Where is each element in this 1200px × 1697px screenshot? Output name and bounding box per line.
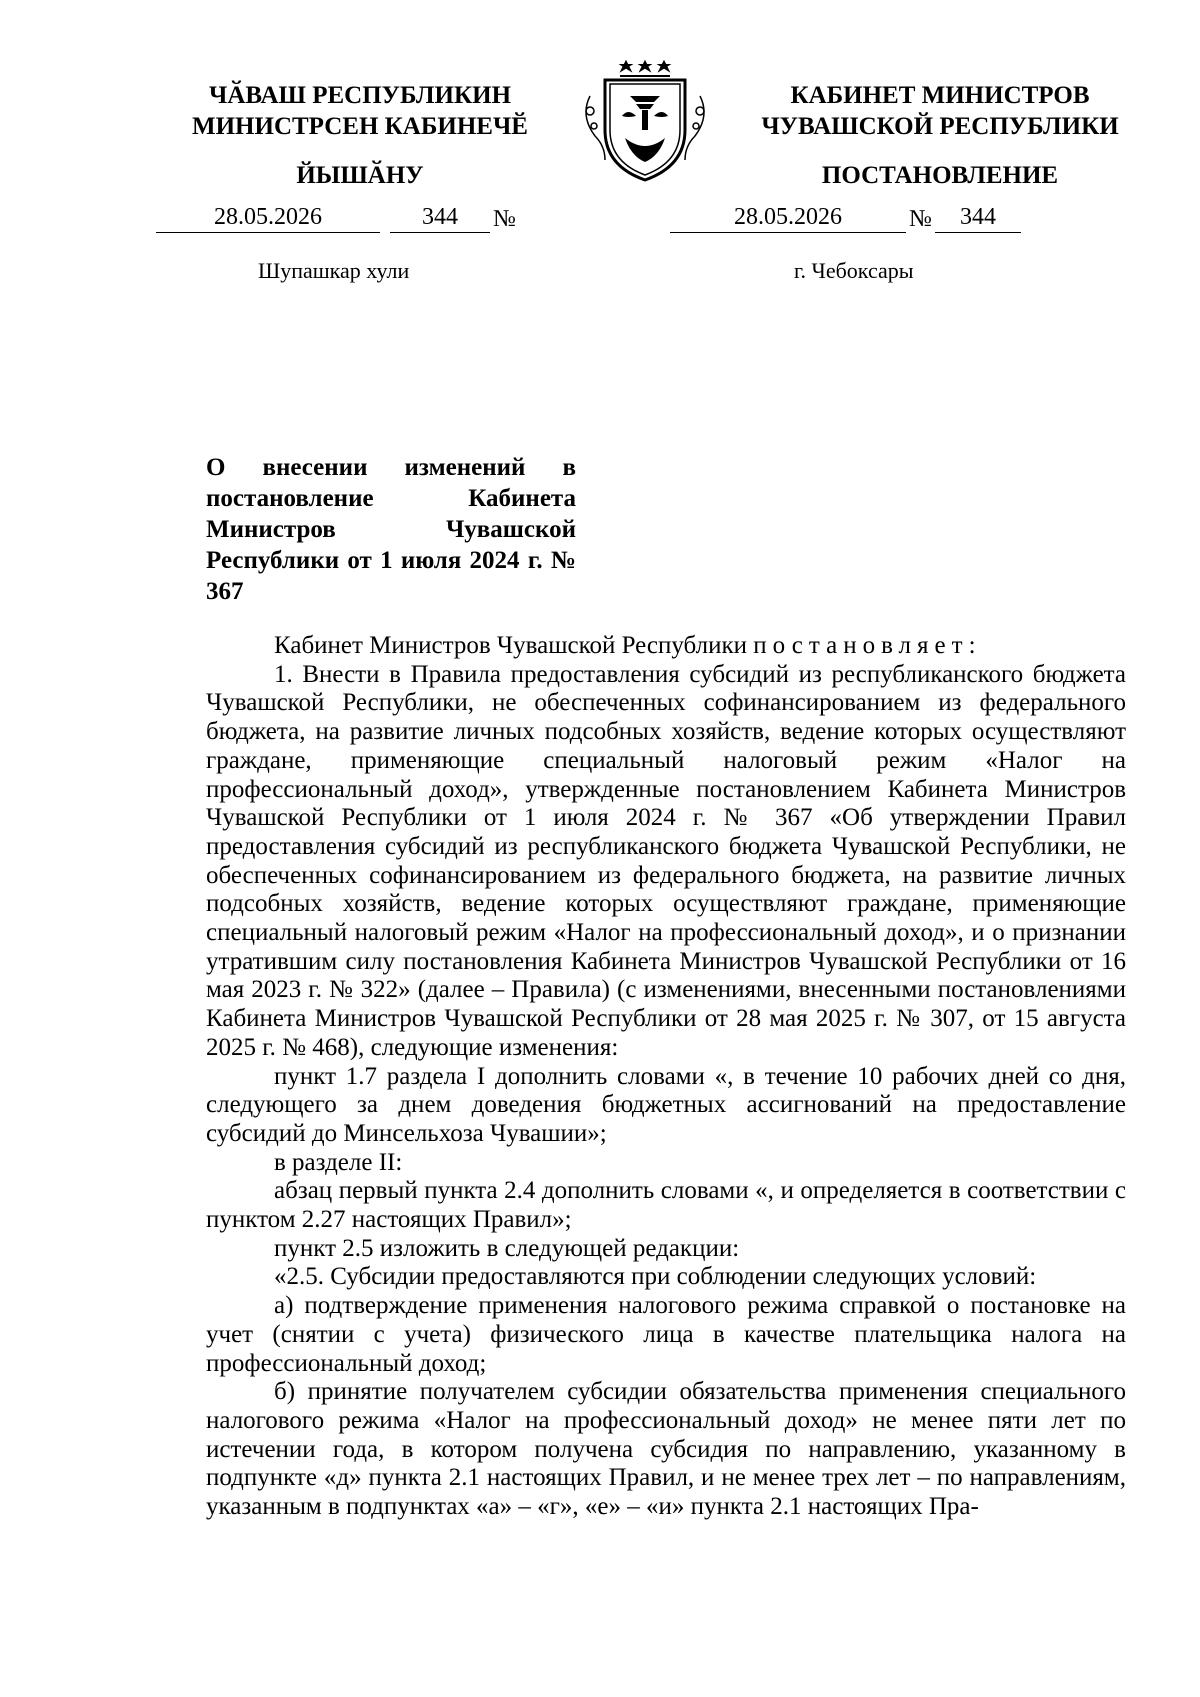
document-subject: О внесении изменений в постановление Кабинета Министров Чувашской Республики от 1 июля 2024 г. № 367 [206, 454, 576, 605]
header-left-line2: МИНИСТРСЕН КАБИНЕЧӖ [192, 113, 528, 140]
header-right-line2: ЧУВАШСКОЙ РЕСПУБЛИКИ [761, 113, 1119, 140]
intro-verb: постановляет [753, 632, 969, 659]
header-right-number-sign: № [909, 206, 932, 232]
header-left-line1: ЧӐВАШ РЕСПУБЛИКИН [208, 82, 512, 109]
document-body [206, 632, 1126, 1522]
intro-lead: Кабинет Министров Чувашской Республики [274, 632, 754, 659]
header-left-number-sign: № [493, 206, 516, 232]
header-right-doc-type: ПОСТАНОВЛЕНИЕ [821, 162, 1059, 189]
body-paragraph: а) подтверждение применения налогового режима справкой о постановке на учет (снятии с учета) физического лица в качестве плательщика налога на профессиональный доход; [206, 1292, 1126, 1377]
header-left-number: 344 [390, 204, 490, 233]
body-paragraph: 1. Внести в Правила предоставления субсидий из республиканского бюджета Чувашской Республики, не обеспеченных софинансированием из федерального бюджета, на развитие личных подсобных хозяйств, ведение которых осуществляют граждане, применяющие специальный налоговый режим «Налог на профессиональный доход», утвержденные постановлением Кабинета Министров Чувашской Республики от 1 июля 2024 г. № 367 «Об утверждении Правил предоставления субсидий из республиканского бюджета Чувашской Республики, не обеспеченных софинансированием из федерального бюджета, на развитие личных подсобных хозяйств, ведение которых осуществляют граждане, применяющие специальный налоговый режим «Налог на профессиональный доход», и о признании утратившим силу постановления Кабинета Министров Чувашской Республики от 16 мая 2023 г. № 322» (далее – Правила) (с изменениями, внесенными постановлениями Кабинета Министров Чувашской Республики от 28 мая 2025 г. № 307, от 15 августа 2025 г. № 468), следующие изменения: [206, 660, 1126, 1061]
header-right-date: 28.05.2026 [670, 204, 906, 233]
intro-end: : [968, 632, 976, 659]
body-paragraph: абзац первый пункта 2.4 дополнить словами «, и определяется в соответствии с пунктом 2.27 настоящих Правил»; [206, 1177, 1126, 1234]
header-right-city: г. Чебоксары [794, 258, 914, 283]
body-paragraph: пункт 2.5 изложить в следующей редакции: [274, 1234, 740, 1262]
body-paragraph: в разделе II: [274, 1148, 403, 1176]
body-intro [206, 632, 1126, 661]
header-left-title [150, 80, 570, 142]
body-paragraph: б) принятие получателем субсидии обязательства применения специального налогового режима «Налог на профессиональный доход» не менее пяти лет по истечении года, в котором получена субсидия по направлению, указанному в подпункте «д» пункта 2.1 настоящих Правил, и не менее трех лет – по направлениям, указанным в подпунктах «а» – «г», «е» – «и» пункта 2.1 настоящих Пра- [206, 1378, 1126, 1521]
body-paragraph: пункт 1.7 раздела I дополнить словами «, в течение 10 рабочих дней со дня, следующего за днем доведения бюджетных ассигнований на предоставление субсидий до Минсельхоза Чувашии»; [206, 1062, 1126, 1147]
header-right-title [725, 80, 1155, 142]
header-left-doc-type: ЙЫШӐНУ [296, 162, 424, 189]
header-left-city: Шупашкар хули [258, 258, 410, 283]
header-left-date: 28.05.2026 [156, 204, 380, 233]
header-right-number: 344 [935, 204, 1021, 233]
chuvash-republic-emblem-icon [570, 56, 720, 186]
header-right-line1: КАБИНЕТ МИНИСТРОВ [790, 82, 1090, 109]
body-paragraph: «2.5. Субсидии предоставляются при соблюдении следующих условий: [274, 1263, 1037, 1291]
